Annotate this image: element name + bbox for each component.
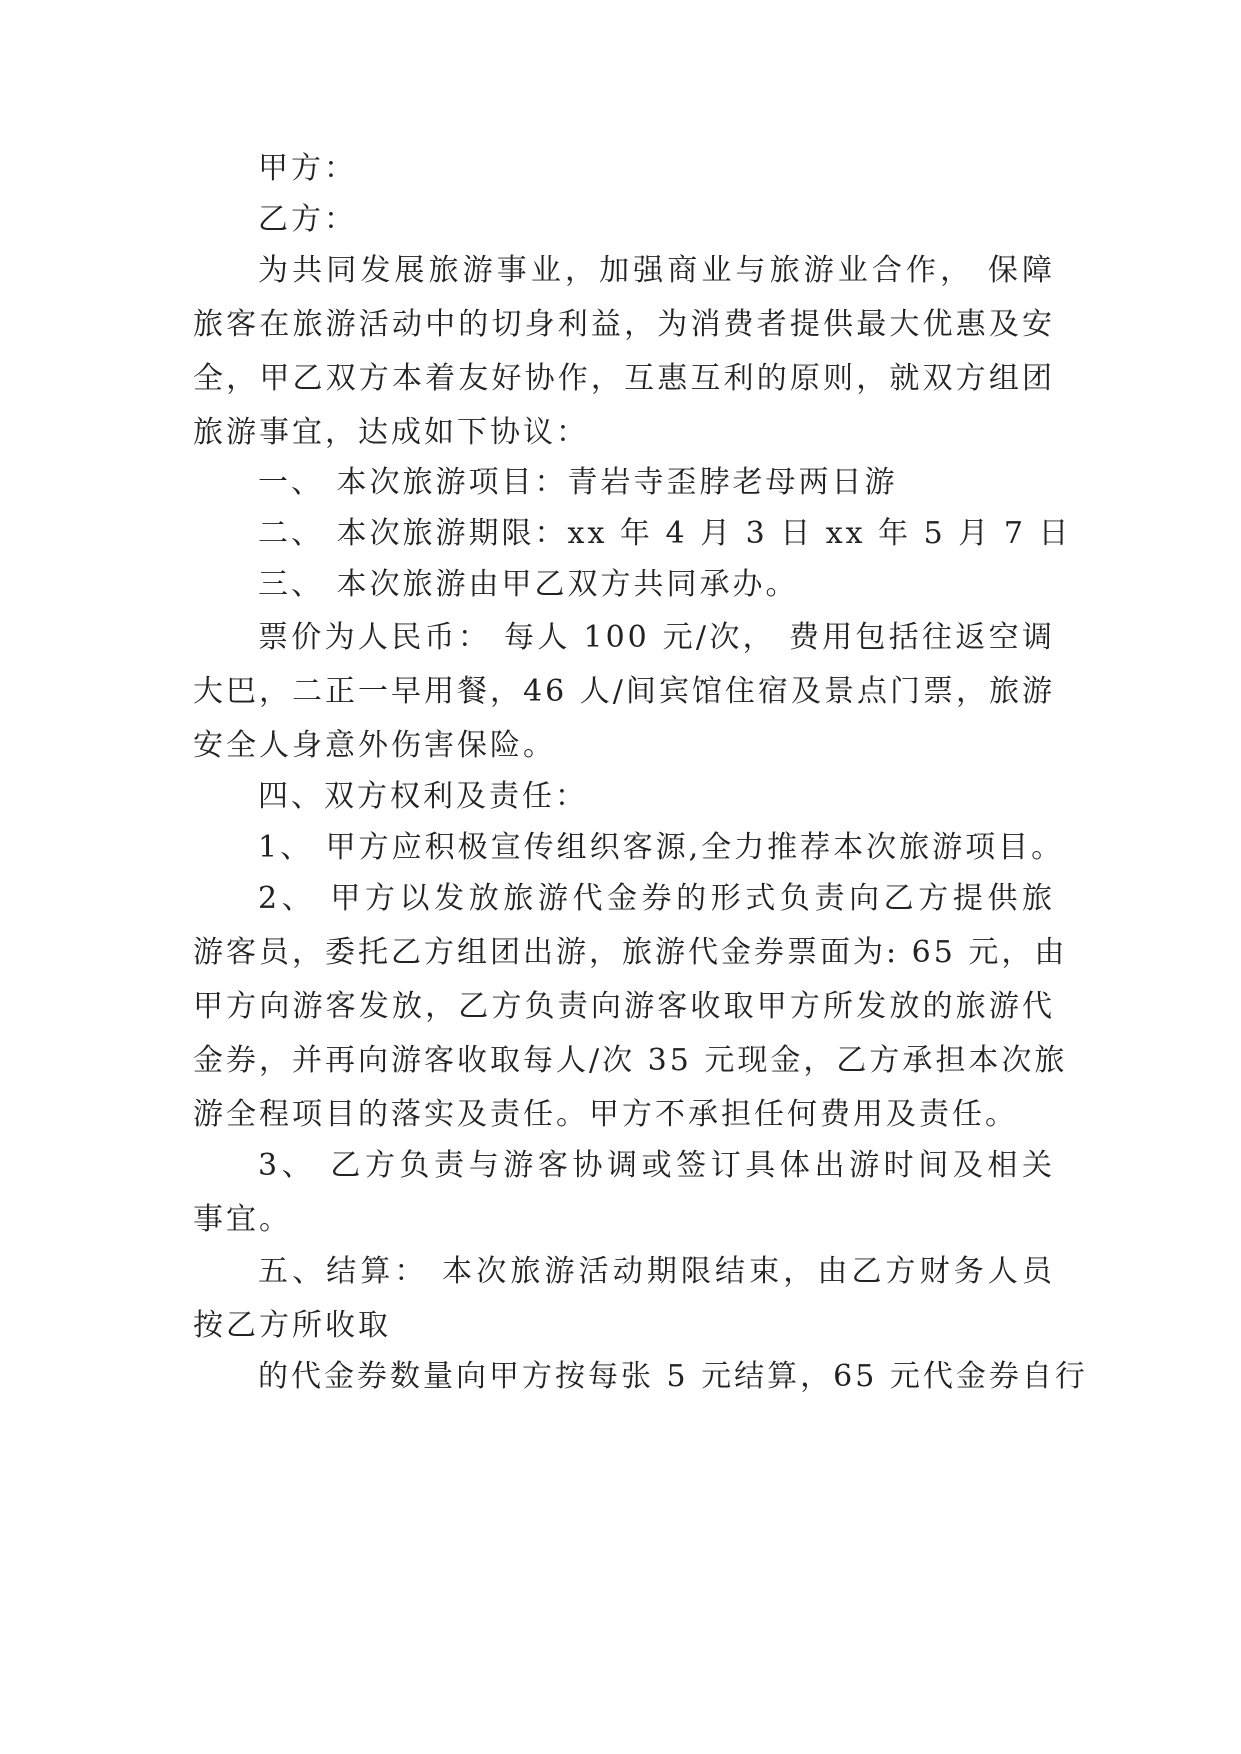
clause-3-organizer: 三、 本次旅游由甲乙双方共同承办。 <box>258 567 799 602</box>
clause-2-period: 二、 本次旅游期限：xx 年 4 月 3 日 xx 年 5 月 7 日 <box>258 516 1072 551</box>
party-b-line: 乙方： <box>258 202 357 237</box>
ticket-price-line-3: 安全人身意外伤害保险。 <box>193 728 556 763</box>
item-2-line-1: 2、 甲方以发放旅游代金券的形式负责向乙方提供旅 <box>258 881 1055 916</box>
clause-1-project: 一、 本次旅游项目：青岩寺歪脖老母两日游 <box>258 465 898 500</box>
section-5-line-2: 按乙方所收取 <box>193 1308 391 1343</box>
item-2-line-2: 游客员，委托乙方组团出游，旅游代金券票面为: 65 元，由 <box>193 935 1068 970</box>
section-4-heading: 四、双方权利及责任： <box>258 779 588 814</box>
item-2-line-4: 金券，并再向游客收取每人/次 35 元现金，乙方承担本次旅 <box>193 1043 1068 1078</box>
party-a-line: 甲方： <box>258 151 357 186</box>
item-3-line-2: 事宜。 <box>193 1202 292 1237</box>
item-1-line: 1、 甲方应积极宣传组织客源,全力推荐本次旅游项目。 <box>258 830 1065 865</box>
preamble-line-3: 全，甲乙双方本着友好协作，互惠互利的原则，就双方组团 <box>193 361 1055 396</box>
section-5-line-1: 五、结算： 本次旅游活动期限结束，由乙方财务人员 <box>258 1254 1055 1289</box>
item-2-line-3: 甲方向游客发放，乙方负责向游客收取甲方所发放的旅游代 <box>193 989 1055 1024</box>
section-5-line-3: 的代金券数量向甲方按每张 5 元结算，65 元代金券自行 <box>258 1359 1088 1394</box>
preamble-line-4: 旅游事宜，达成如下协议： <box>193 415 589 450</box>
item-2-line-5: 游全程项目的落实及责任。甲方不承担任何费用及责任。 <box>193 1097 1018 1132</box>
item-3-line-1: 3、 乙方负责与游客协调或签订具体出游时间及相关 <box>258 1148 1055 1183</box>
preamble-line-2: 旅客在旅游活动中的切身利益，为消费者提供最大优惠及安 <box>193 307 1055 342</box>
preamble-line-1: 为共同发展旅游事业，加强商业与旅游业合作， 保障 <box>258 253 1055 288</box>
ticket-price-line-2: 大巴，二正一早用餐，46 人/间宾馆住宿及景点门票，旅游 <box>193 674 1055 709</box>
ticket-price-line-1: 票价为人民币： 每人 100 元/次， 费用包括往返空调 <box>258 620 1055 655</box>
